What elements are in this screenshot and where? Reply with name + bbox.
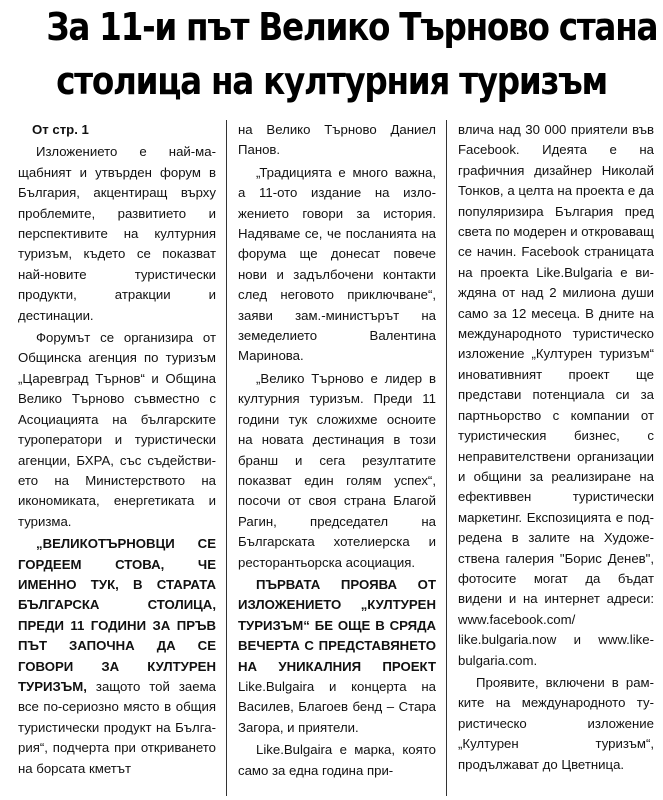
bold-lead: ПЪРВАТА ПРОЯВА ОТ ИЗЛОЖЕНИЕТО „КУЛТУРЕН ТУРИЗЪМ“ БЕ ОЩЕ В СРЯДА ВЕЧЕРТА С ПРЕДСТАВЯНЕТО НА УНИКАЛНИЯ ПРОЕКТ bbox=[238, 576, 436, 674]
headline-line-1: За 11-и път Велико Търново стана bbox=[46, 5, 658, 49]
paragraph: Like.Bulgaira е марка, която само за една година при- bbox=[238, 742, 436, 778]
paragraph: Проявите, включени в рамките на международното туристическо изложение „Културен туризъм“, продължават до Цветница. bbox=[458, 674, 654, 772]
column-3 bbox=[447, 120, 654, 796]
paragraph: влича над 30 000 приятели във Facebook. Идеята е на графичния дизайнер Николай Тонков, а целта на проекта е да популяризира България пред света по модерен и откроваващ се начин. Facebook страницата на проекта Like.Bulgaria е виждяна от над 2 милиона души само за 12 месеца. В дните на международното туристическо изложение „Културен туризъм“ иновативният проект ще представи потенциала си за партньорство с компании от туристическия бизнес, с неправителствени организации и общини за реализиране на ефективвен туристически маркетинг. Експозицията е подредена в залите на Художествена галерия "Борис Денев", фотосите могат да бъдат видени и на интернет адреси: www.facebook.com/ like.bulgaria.now и www.like-bulgaria.com. bbox=[458, 122, 654, 668]
bold-lead: „ВЕЛИКОТЪРНОВЦИ СЕ ГОРДЕЕМ СТОВА, ЧЕ ИМЕННО ТУК, В СТАРАТА БЪЛГАРСКА СТОЛИЦА, ПРЕДИ 11 ГОДИНИ ЗА ПРЪВ ПЪТ ЗАПОЧНА ДА СЕ ГОВОРИ ЗА КУЛТУРЕН ТУРИЗЪМ, bbox=[18, 536, 216, 694]
paragraph: „Велико Търново е лидер в културния туризъм. Преди 11 години тук сложихме осноите на новата дестинация в този бранш и сега резултатите показват един голям успех“, посочи от своя страна Благой Рагин, председател на Българската хотелиерска и ресторантьорска асоциация. bbox=[238, 370, 436, 570]
article-headline bbox=[46, 0, 658, 108]
paragraph-rest: защото той заема все по-сериозно място в общия туристически продукт на България“, подчерта при откриването на борсата кметът bbox=[18, 678, 216, 776]
paragraph: на Велико Търново Даниел Панов. bbox=[238, 122, 436, 158]
paragraph: „Традицията е много важна, а 11-ото издание на изложението говори за история. Надяваме се, че посланията на форума ще донесат повече нови и задълбочени контакти след неговото приключване“, заяви зам.-министърът на земеделието Валентина Маринова. bbox=[238, 164, 436, 364]
headline-line-2: столица на културния туризъм bbox=[56, 59, 607, 103]
paragraph: Изложението е най-мащабният и утвърден форум в България, акцентиращ върху проблемите, развитието и перспективите на културния туризъм, където се показват най-новите туристически продукти, атракции и дестинации. bbox=[18, 144, 216, 323]
continued-from-label: От стр. 1 bbox=[32, 122, 89, 137]
paragraph: Форумът се организира от Общинска агенция по туризъм „Царевград Търнов“ и Община Велико Търново съвместно с Асоциацията на българските туроператори и туристически агенции, БХРА, със съдействието на Министерството на икономиката, енергетиката и туризма. bbox=[18, 330, 216, 529]
article-body bbox=[18, 120, 659, 796]
paragraph-highlight bbox=[238, 575, 436, 738]
paragraph-quote bbox=[18, 534, 216, 779]
column-2 bbox=[227, 120, 447, 796]
column-1 bbox=[18, 120, 227, 796]
paragraph-rest: Like.Bulgaira и концерта на Василев, Благоев бенд – Стара Загора, и приятели. bbox=[238, 678, 436, 735]
